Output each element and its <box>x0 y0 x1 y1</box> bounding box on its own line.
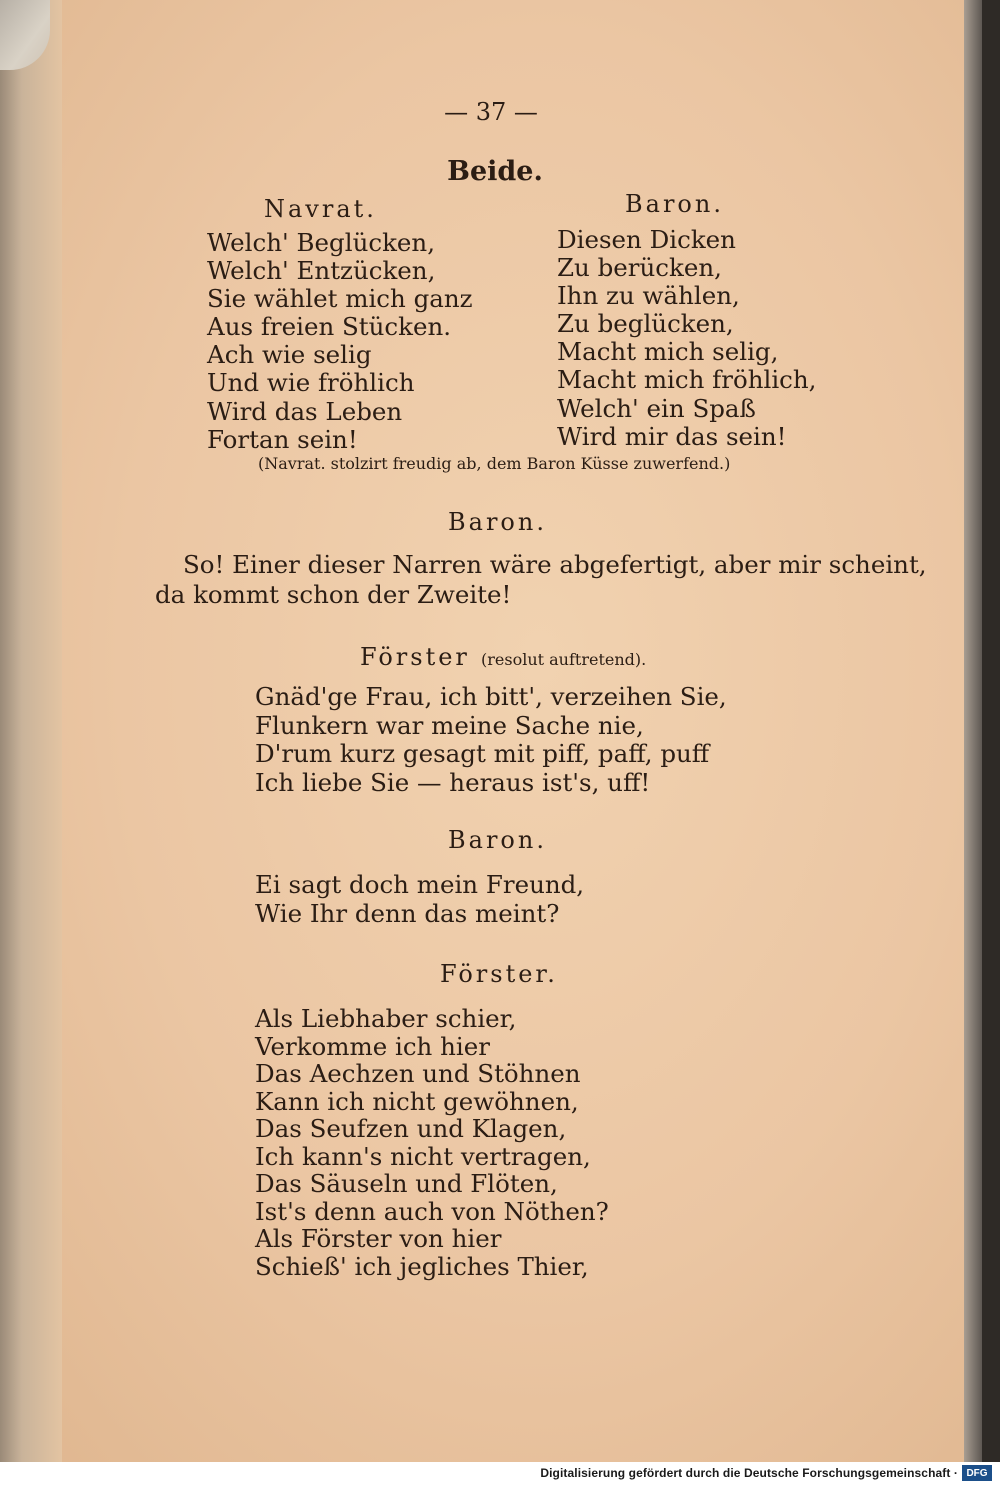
verse-line: Wird mir das sein! <box>557 421 787 451</box>
speaker-heading: Förster. <box>440 960 558 988</box>
prose-line: So! Einer dieser Narren wäre abgefertigt, aber mir scheint, <box>183 550 927 579</box>
speaker-heading: Baron. <box>448 508 547 536</box>
page-number: — 37 — <box>444 98 538 126</box>
verse-line: Das Säuseln und Flöten, <box>255 1169 558 1198</box>
duet-left-speaker: Navrat. <box>264 195 377 223</box>
duet-right-lines <box>557 226 816 451</box>
verse-line: Flunkern war meine Sache nie, <box>255 710 644 740</box>
verse-line: Das Aechzen und Stöhnen <box>255 1059 581 1088</box>
verse-line: Macht mich fröhlich, <box>557 365 817 395</box>
speaker-heading: Baron. <box>448 826 547 854</box>
verse-line: Als Förster von hier <box>255 1224 502 1253</box>
verse-line: Zu berücken, <box>557 253 722 283</box>
verse-line: Gnäd'ge Frau, ich bitt', verzeihen Sie, <box>255 682 727 711</box>
dfg-logo-icon: DFG <box>962 1465 992 1481</box>
verse-block <box>255 683 727 797</box>
verse-block <box>255 871 584 928</box>
page-edge <box>964 0 982 1462</box>
verse-line: Aus freien Stücken. <box>207 312 452 342</box>
footer-bar <box>0 1462 1000 1486</box>
verse-line: Welch' ein Spaß <box>557 393 756 423</box>
verse-line: Ei sagt doch mein Freund, <box>255 870 585 899</box>
duet-right-speaker: Baron. <box>625 190 724 218</box>
verse-line: Wird das Leben <box>207 396 403 426</box>
speaker-heading-with-direction <box>360 643 646 671</box>
section-heading: Beide. <box>447 156 543 187</box>
verse-line: Wie Ihr denn das meint? <box>255 898 560 928</box>
speaker-name: Förster <box>360 643 470 671</box>
prose-block <box>155 550 927 610</box>
prose-line: da kommt schon der Zweite! <box>155 580 512 609</box>
verse-block <box>255 1005 609 1280</box>
verse-line: Als Liebhaber schier, <box>255 1004 517 1033</box>
verse-line: Ist's denn auch von Nöthen? <box>255 1196 609 1226</box>
verse-line: Fortan sein! <box>207 424 358 454</box>
verse-line: Schieß' ich jegliches Thier, <box>255 1251 589 1281</box>
verse-line: Welch' Entzücken, <box>207 256 436 286</box>
verse-line: Kann ich nicht gewöhnen, <box>255 1086 579 1116</box>
verse-line: Und wie fröhlich <box>207 368 415 398</box>
verse-line: Ich kann's nicht vertragen, <box>255 1141 591 1171</box>
duet-left-lines <box>207 229 473 454</box>
verse-line: Macht mich selig, <box>557 337 779 367</box>
speaker-direction: (resolut auftretend). <box>481 650 647 669</box>
verse-line: Das Seufzen und Klagen, <box>255 1114 567 1143</box>
verse-line: Sie wählet mich ganz <box>207 284 473 314</box>
stage-direction: (Navrat. stolzirt freudig ab, dem Baron Küsse zuwerfend.) <box>258 454 731 473</box>
verse-line: Zu beglücken, <box>557 309 734 339</box>
verse-line: Verkomme ich hier <box>255 1031 490 1061</box>
verse-line: D'rum kurz gesagt mit piff, paff, puff <box>255 739 710 768</box>
page-spine-shadow <box>0 0 62 1462</box>
verse-line: Welch' Beglücken, <box>207 228 435 257</box>
verse-line: Diesen Dicken <box>557 225 736 254</box>
funding-credit: Digitalisierung gefördert durch die Deutsche Forschungsgemeinschaft · <box>540 1466 958 1480</box>
verse-line: Ich liebe Sie — heraus ist's, uff! <box>255 767 651 797</box>
verse-line: Ihn zu wählen, <box>557 281 740 311</box>
verse-line: Ach wie selig <box>207 340 372 370</box>
